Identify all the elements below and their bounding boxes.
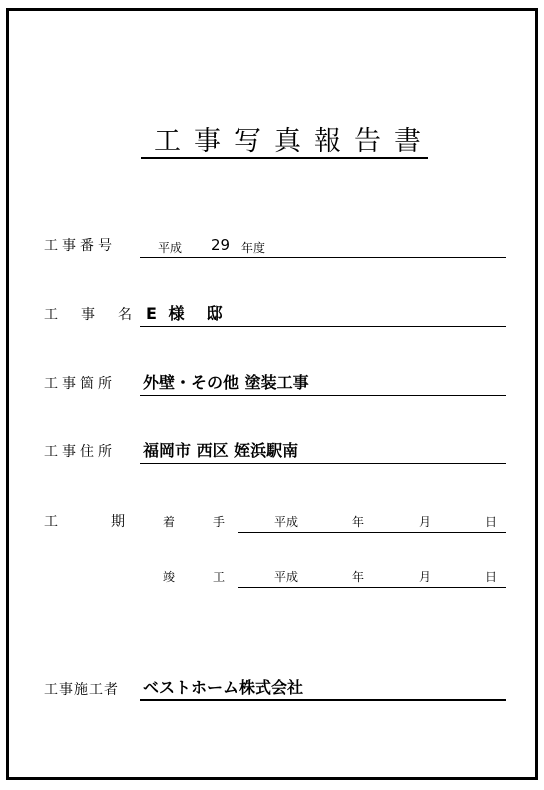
period-end-day-unit: 日 (485, 570, 498, 584)
period-start-underline (238, 532, 506, 533)
construction-period-label (44, 513, 125, 531)
document-title: 工事写真報告書 (154, 126, 434, 157)
period-start-era: 平成 (274, 515, 299, 529)
contractor-underline (140, 699, 506, 701)
period-start-year-unit: 年 (352, 515, 365, 529)
construction-number-label: 工事番号 (44, 238, 116, 254)
period-end-label-char: 工 (213, 570, 226, 584)
period-start-month-unit: 月 (419, 515, 432, 529)
construction-period-label-char: 期 (111, 514, 125, 530)
construction-number-year: 29 (211, 236, 231, 254)
construction-address-label: 工事住所 (44, 444, 116, 460)
title-underline (141, 157, 428, 159)
period-start-label-char: 手 (213, 515, 226, 529)
construction-number-suffix: 年度 (241, 241, 266, 255)
construction-location-underline (140, 395, 506, 396)
construction-address-value: 福岡市 西区 姪浜駅南 (143, 441, 299, 460)
construction-name-value: E 様 邸 (146, 304, 226, 323)
period-end-era: 平成 (274, 570, 299, 584)
period-end-underline (238, 587, 506, 588)
contractor-value: ベストホーム株式会社 (143, 678, 304, 697)
period-end-month-unit: 月 (419, 570, 432, 584)
construction-name-label-char: 工 (44, 307, 58, 323)
construction-name-underline (140, 326, 506, 327)
construction-number-era: 平成 (158, 241, 183, 255)
construction-name-label-char: 名 (118, 307, 132, 323)
construction-name-label (44, 306, 132, 324)
period-start-label-char: 着 (163, 515, 176, 529)
construction-location-label: 工事箇所 (44, 376, 116, 392)
period-end-year-unit: 年 (352, 570, 365, 584)
construction-number-underline (140, 257, 506, 258)
construction-address-underline (140, 463, 506, 464)
period-start-day-unit: 日 (485, 515, 498, 529)
construction-period-label-char: 工 (44, 514, 58, 530)
contractor-label: 工事施工者 (44, 682, 119, 698)
construction-location-value: 外壁・その他 塗装工事 (143, 373, 309, 392)
construction-name-label-char: 事 (81, 307, 95, 323)
period-end-label-char: 竣 (163, 570, 176, 584)
document-frame (6, 8, 538, 780)
